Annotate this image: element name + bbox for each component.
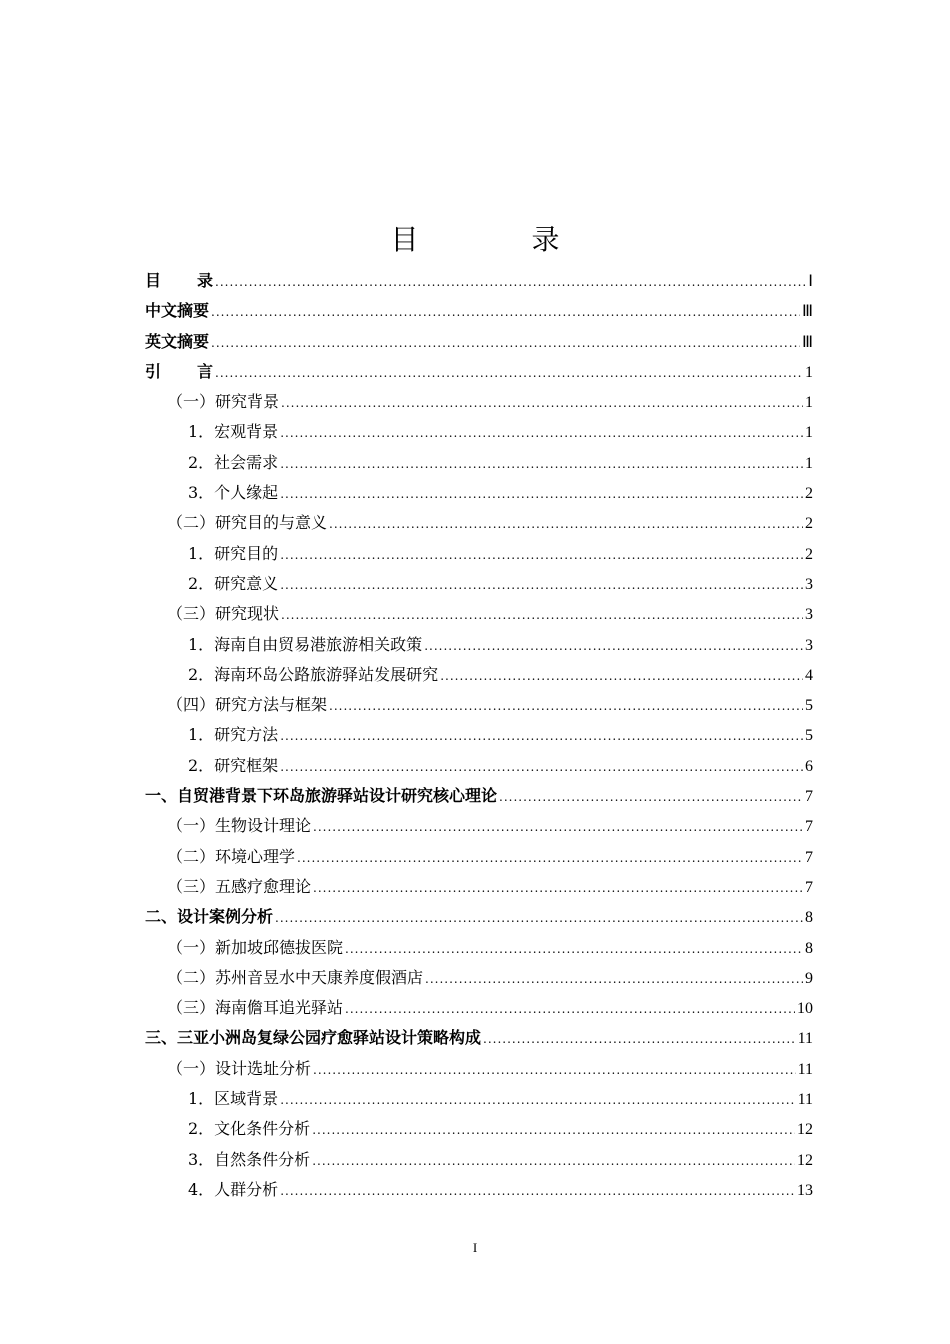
toc-entry-page: 11 bbox=[797, 1091, 813, 1109]
toc-leader-dots bbox=[313, 1063, 796, 1077]
toc-entry-page: 6 bbox=[805, 757, 813, 775]
toc-entry[interactable] bbox=[145, 1177, 813, 1207]
toc-leader-dots bbox=[211, 336, 800, 350]
toc-entry-title: （三）五感疗愈理论 bbox=[167, 876, 312, 896]
toc-leader-dots bbox=[425, 972, 803, 986]
toc-entry[interactable] bbox=[145, 389, 813, 419]
toc-entry-page: 11 bbox=[797, 1060, 813, 1078]
toc-entry-page: 7 bbox=[805, 788, 813, 806]
toc-entry-page: 13 bbox=[797, 1181, 813, 1199]
toc-entry[interactable] bbox=[145, 510, 813, 540]
toc-leader-dots bbox=[313, 820, 803, 834]
toc-entry[interactable] bbox=[145, 692, 813, 722]
toc-entry[interactable] bbox=[145, 722, 813, 752]
toc-leader-dots bbox=[211, 305, 800, 319]
toc-entry[interactable] bbox=[145, 935, 813, 965]
toc-entry-page: 5 bbox=[805, 697, 813, 715]
toc-leader-dots bbox=[329, 699, 803, 713]
toc-entry[interactable] bbox=[145, 450, 813, 480]
toc-entry-page: 7 bbox=[805, 818, 813, 836]
toc-leader-dots bbox=[215, 366, 803, 380]
toc-leader-dots bbox=[312, 1154, 795, 1168]
toc-entry-page: Ⅲ bbox=[801, 333, 813, 351]
toc-leader-dots bbox=[297, 851, 803, 865]
toc-leader-dots bbox=[280, 426, 803, 440]
toc-entry-title: （一）生物设计理论 bbox=[167, 816, 312, 836]
toc-entry-title: 1．宏观背景 bbox=[188, 422, 279, 442]
toc-entry-page: 1 bbox=[805, 363, 813, 381]
toc-entry[interactable] bbox=[145, 1025, 813, 1055]
toc-leader-dots bbox=[215, 275, 806, 289]
toc-leader-dots bbox=[280, 760, 803, 774]
toc-leader-dots bbox=[280, 729, 803, 743]
toc-entry[interactable] bbox=[145, 359, 813, 389]
toc-leader-dots bbox=[440, 669, 803, 683]
toc-entry-title: （一）研究背景 bbox=[167, 392, 280, 412]
toc-entry[interactable] bbox=[145, 268, 813, 298]
toc-entry-page: 7 bbox=[805, 878, 813, 896]
toc-leader-dots bbox=[345, 942, 803, 956]
toc-entry-page: 8 bbox=[805, 909, 813, 927]
toc-entry[interactable] bbox=[145, 783, 813, 813]
toc-entry[interactable] bbox=[145, 662, 813, 692]
toc-entry-title: 2．文化条件分析 bbox=[188, 1119, 311, 1139]
toc-entry[interactable] bbox=[145, 1086, 813, 1116]
toc-entry[interactable] bbox=[145, 753, 813, 783]
toc-entry-title: 三、三亚小洲岛复绿公园疗愈驿站设计策略构成 bbox=[145, 1028, 482, 1048]
toc-entry-title: （三）研究现状 bbox=[167, 604, 280, 624]
toc-leader-dots bbox=[281, 396, 803, 410]
toc-entry-title: 1．海南自由贸易港旅游相关政策 bbox=[188, 634, 423, 654]
toc-leader-dots bbox=[499, 790, 803, 804]
toc-entry-page: 11 bbox=[797, 1030, 813, 1048]
toc-entry-title: （三）海南儋耳追光驿站 bbox=[167, 998, 344, 1018]
toc-entry[interactable] bbox=[145, 844, 813, 874]
table-of-contents bbox=[145, 268, 813, 1207]
toc-leader-dots bbox=[280, 578, 803, 592]
toc-entry[interactable] bbox=[145, 480, 813, 510]
toc-entry-title: 中文摘要 bbox=[145, 301, 210, 321]
toc-leader-dots bbox=[424, 639, 803, 653]
toc-leader-dots bbox=[280, 487, 803, 501]
toc-entry-title: 英文摘要 bbox=[145, 331, 210, 351]
toc-entry-page: 1 bbox=[805, 394, 813, 412]
toc-entry[interactable] bbox=[145, 874, 813, 904]
toc-entry[interactable] bbox=[145, 601, 813, 631]
toc-entry-title: （四）研究方法与框架 bbox=[167, 695, 328, 715]
toc-entry-page: Ⅲ bbox=[801, 303, 813, 321]
toc-entry-title: 一、自贸港背景下环岛旅游驿站设计研究核心理论 bbox=[145, 786, 498, 806]
toc-entry-page: 3 bbox=[805, 606, 813, 624]
toc-entry-title: 1．研究方法 bbox=[188, 725, 279, 745]
toc-entry-title: （二）研究目的与意义 bbox=[167, 513, 328, 533]
toc-entry-title: 2．研究框架 bbox=[188, 755, 279, 775]
toc-entry-page: 9 bbox=[805, 969, 813, 987]
toc-entry-page: 8 bbox=[805, 939, 813, 957]
toc-leader-dots bbox=[312, 1123, 795, 1137]
toc-entry-title: 2．社会需求 bbox=[188, 452, 279, 472]
toc-entry-page: 2 bbox=[805, 545, 813, 563]
toc-entry-title: （二）环境心理学 bbox=[167, 846, 296, 866]
toc-entry-title: 4．人群分析 bbox=[188, 1179, 279, 1199]
toc-entry-page: 2 bbox=[805, 515, 813, 533]
toc-entry-page: 2 bbox=[805, 485, 813, 503]
toc-leader-dots bbox=[275, 911, 803, 925]
toc-entry-title: 3．个人缘起 bbox=[188, 483, 279, 503]
toc-leader-dots bbox=[313, 881, 803, 895]
toc-leader-dots bbox=[280, 457, 803, 471]
toc-entry-title: （一）设计选址分析 bbox=[167, 1058, 312, 1078]
toc-leader-dots bbox=[280, 548, 803, 562]
toc-leader-dots bbox=[280, 1184, 795, 1198]
toc-leader-dots bbox=[345, 1002, 795, 1016]
toc-entry-page: 3 bbox=[805, 575, 813, 593]
toc-leader-dots bbox=[329, 517, 803, 531]
toc-entry-title: 2．海南环岛公路旅游驿站发展研究 bbox=[188, 664, 439, 684]
toc-entry[interactable] bbox=[145, 329, 813, 359]
toc-entry[interactable] bbox=[145, 632, 813, 662]
toc-entry-title: （一）新加坡邱德拔医院 bbox=[167, 937, 344, 957]
toc-leader-dots bbox=[280, 1093, 795, 1107]
toc-entry[interactable] bbox=[145, 571, 813, 601]
toc-entry-title: 目录 bbox=[145, 271, 214, 290]
toc-entry[interactable] bbox=[145, 419, 813, 449]
toc-entry-title: （二）苏州音昱水中天康养度假酒店 bbox=[167, 967, 424, 987]
toc-entry-title: 1．研究目的 bbox=[188, 543, 279, 563]
toc-entry-title: 引言 bbox=[145, 361, 214, 381]
toc-leader-dots bbox=[281, 608, 803, 622]
toc-entry[interactable] bbox=[145, 813, 813, 843]
toc-entry-title: 二、设计案例分析 bbox=[145, 907, 274, 927]
toc-entry-page: Ⅰ bbox=[808, 273, 813, 290]
toc-entry[interactable] bbox=[145, 298, 813, 328]
toc-leader-dots bbox=[483, 1032, 796, 1046]
toc-entry[interactable] bbox=[145, 1116, 813, 1146]
toc-entry[interactable] bbox=[145, 995, 813, 1025]
page-number: I bbox=[472, 1240, 478, 1255]
toc-entry-page: 1 bbox=[805, 454, 813, 472]
toc-entry[interactable] bbox=[145, 541, 813, 571]
toc-entry[interactable] bbox=[145, 1147, 813, 1177]
toc-entry-page: 4 bbox=[805, 666, 813, 684]
toc-entry-page: 12 bbox=[797, 1121, 813, 1139]
toc-entry[interactable] bbox=[145, 904, 813, 934]
toc-entry-title: 3．自然条件分析 bbox=[188, 1149, 311, 1169]
page-title: 目 录 bbox=[390, 223, 612, 256]
toc-entry-page: 7 bbox=[805, 848, 813, 866]
toc-entry[interactable] bbox=[145, 1056, 813, 1086]
toc-entry-title: 2．研究意义 bbox=[188, 573, 279, 593]
toc-entry-page: 1 bbox=[805, 424, 813, 442]
toc-entry-page: 3 bbox=[805, 636, 813, 654]
toc-entry-page: 12 bbox=[797, 1151, 813, 1169]
toc-entry[interactable] bbox=[145, 965, 813, 995]
toc-entry-page: 10 bbox=[797, 1000, 813, 1018]
toc-entry-title: 1．区域背景 bbox=[188, 1089, 279, 1109]
toc-entry-page: 5 bbox=[805, 727, 813, 745]
